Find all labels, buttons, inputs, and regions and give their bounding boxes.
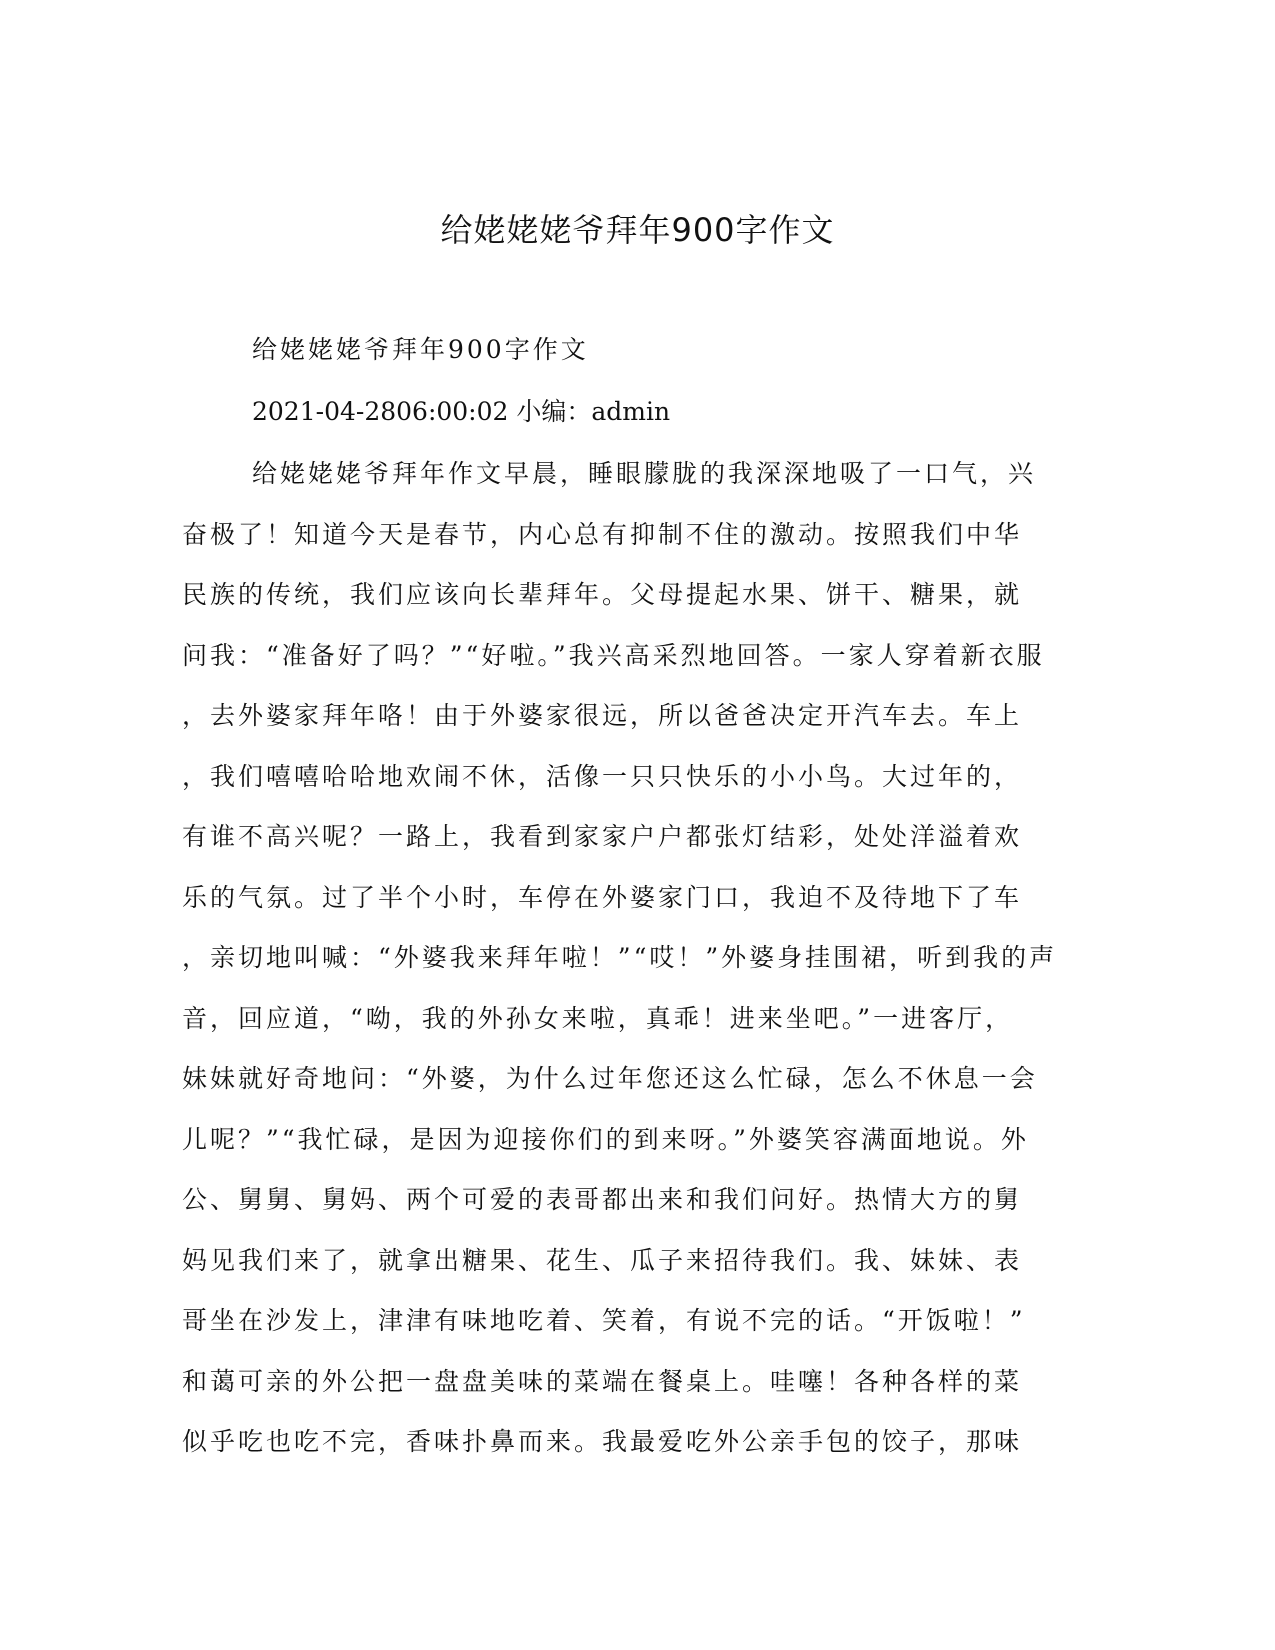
body-line: 奋极了！知道今天是春节，内心总有抑制不住的激动。按照我们中华 bbox=[182, 519, 1023, 549]
body-line: 音，回应道，“呦，我的外孙女来啦，真乖！进来坐吧。”一进客厅， bbox=[182, 1003, 1014, 1033]
body-line: 妈见我们来了，就拿出糖果、花生、瓜子来招待我们。我、妹妹、表 bbox=[182, 1245, 1023, 1275]
body-line: ，亲切地叫喊：“外婆我来拜年啦！”“哎！”外婆身挂围裙，听到我的声 bbox=[182, 943, 1058, 972]
body-line: 公、舅舅、舅妈、两个可爱的表哥都出来和我们问好。热情大方的舅 bbox=[182, 1185, 1023, 1214]
body-line: 似乎吃也吃不完，香味扑鼻而来。我最爱吃外公亲手包的饺子，那味 bbox=[182, 1427, 1023, 1456]
body-line: 哥坐在沙发上，津津有味地吃着、笑着，有说不完的话。“开饭啦！” bbox=[182, 1306, 1026, 1335]
body-line: 和蔼可亲的外公把一盘盘美味的菜端在餐桌上。哇噻！各种各样的菜 bbox=[182, 1366, 1023, 1396]
body-line: ，我们嘻嘻哈哈地欢闹不休，活像一只只快乐的小小鸟。大过年的， bbox=[182, 761, 1023, 791]
body-line: 乐的气氛。过了半个小时，车停在外婆家门口，我迫不及待地下了车 bbox=[182, 882, 1023, 912]
document-title: 给姥姥姥爷拜年900字作文 bbox=[440, 211, 835, 249]
body-line: 给姥姥姥爷拜年作文早晨，睡眼朦胧的我深深地吸了一口气，兴 bbox=[252, 459, 1037, 488]
document-meta: 2021-04-2806:00:02 小编：admin bbox=[252, 397, 671, 426]
body-line: 问我：“准备好了吗？”“好啦。”我兴高采烈地回答。一家人穿着新衣服 bbox=[182, 640, 1045, 670]
body-line: 儿呢？”“我忙碌，是因为迎接你们的到来呀。”外婆笑容满面地说。外 bbox=[182, 1124, 1029, 1154]
body-line: 民族的传统，我们应该向长辈拜年。父母提起水果、饼干、糖果，就 bbox=[182, 580, 1023, 609]
document-subtitle: 给姥姥姥爷拜年900字作文 bbox=[252, 335, 589, 364]
body-line: ，去外婆家拜年咯！由于外婆家很远，所以爸爸决定开汽车去。车上 bbox=[182, 701, 1023, 730]
body-line: 妹妹就好奇地问：“外婆，为什么过年您还这么忙碌，怎么不休息一会 bbox=[182, 1064, 1038, 1093]
body-line: 有谁不高兴呢？一路上，我看到家家户户都张灯结彩，处处洋溢着欢 bbox=[182, 822, 1023, 851]
document-body bbox=[182, 444, 1058, 1473]
